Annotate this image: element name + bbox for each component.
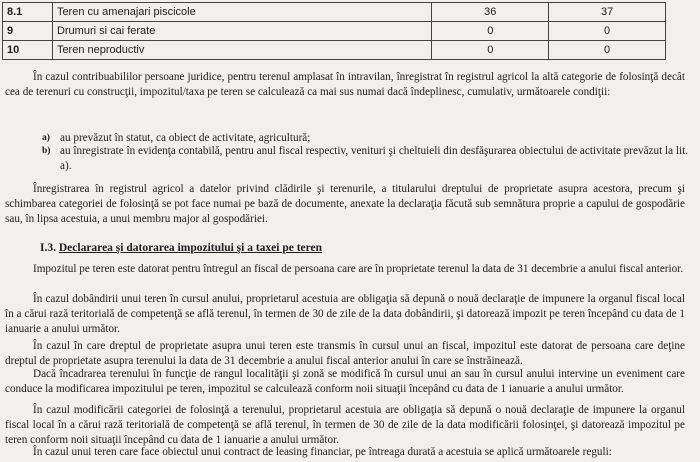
paragraph-usage-change: În cazul modificării categoriei de folosinţă a terenului, proprietarul acestuia are obligaţia să depună o nouă declaraţie de impunere la organul fiscal local în a cărui rază teritorială de competenţă se află terenul, în termen de 30 de zile de la data modificării folosinţei, şi datorează impozitul pe teren conform noii situaţii începând cu data de 1 ianuarie a anului următor. [5,404,685,446]
row-category: Drumuri si cai ferate [52,22,431,41]
paragraph-transfer: În cazul în care dreptul de proprietate asupra unui teren este transmis în cursul unui an fiscal, impozitul este datorat de persoana care deţine dreptul de proprietate asupra terenului la data de 31 decembrie a anului fiscal anterior anului în care se înstrăinează. [5,340,685,367]
paragraph-legal-entities: În cazul contribuabililor persoane juridice, pentru terenul amplasat în intravilan, înregistrat în registrul agricol la altă categorie de folosinţă decât cea de terenuri cu construcţii, impozitul/taxa pe teren se calculează ca mai sus numai dacă îndeplinesc, cumulativ, următoarele condiţii: [5,71,685,98]
table-row [3,3,666,22]
list-item-text: au prevăzut în statut, ca obiect de activitate, agricultură; [60,132,311,144]
paragraph-acquisition: În cazul dobândirii unui teren în cursul anului, proprietarul acestuia are obligaţia să depună o nouă declaraţie de impunere la organul fiscal local în a cărui rază teritorială de competenţă se află terenul, în termen de 30 de zile de la data dobândirii, şi datorează impozit pe teren începând cu data de 1 ianuarie a anului următor. [5,293,685,335]
section-number: I.3. [40,242,56,254]
paragraph-agricultural-register: Înregistrarea în registrul agricol a datelor privind clădirile şi terenurile, a titularului dreptului de proprietate asupra acestora, precum şi schimbarea categoriei de folosinţă se pot face numai pe bază de documente, anexate la declaraţia făcută sub semnătura proprie a capului de gospodărie sau, în lipsa acestuia, a unui membru major al gospodăriei. [5,183,685,225]
row-number: 10 [3,41,53,60]
table-row [3,41,666,60]
land-category-table [2,2,666,60]
paragraph-rank-change: Dacă încadrarea terenului în funcţie de rangul localităţii şi zonă se modifică în cursul unui an sau în cursul anului intervine un eveniment care conduce la modificarea impozitului pe teren, impozitul se calculează conform noii situaţii începând cu data de 1 ianuarie a anului următor. [5,368,685,395]
section-title: Declararea şi datorarea impozitului şi a taxei pe teren [58,242,323,254]
list-item-text: au înregistrate în evidenţa contabilă, pentru anul fiscal respectiv, venituri şi cheltuieli din desfăşurarea obiectului de activitate prevăzut la lit. a). [60,145,689,172]
paragraph-tax-due: Impozitul pe teren este datorat pentru întregul an fiscal de persoana care are în proprietate terenul la data de 31 decembrie a anului fiscal anterior. [33,263,684,275]
list-item-label: a) [42,133,50,143]
row-value-2: 0 [549,41,666,60]
row-category: Teren neproductiv [52,41,431,60]
row-value-2: 0 [549,22,666,41]
row-value-2: 37 [549,3,666,22]
row-value-1: 36 [432,3,549,22]
row-value-1: 0 [432,22,549,41]
row-value-1: 0 [432,41,549,60]
row-number: 8.1 [3,3,53,22]
section-heading [40,241,322,256]
list-item [42,144,692,174]
row-category: Teren cu amenajari piscicole [52,3,431,22]
row-number: 9 [3,22,53,41]
paragraph-leasing: În cazul unui teren care face obiectul unui contract de leasing financiar, pe întreaga durată a acestuia se aplică următoarele reguli: [33,446,612,458]
table-row [3,22,666,41]
list-item-label: b) [42,146,51,156]
